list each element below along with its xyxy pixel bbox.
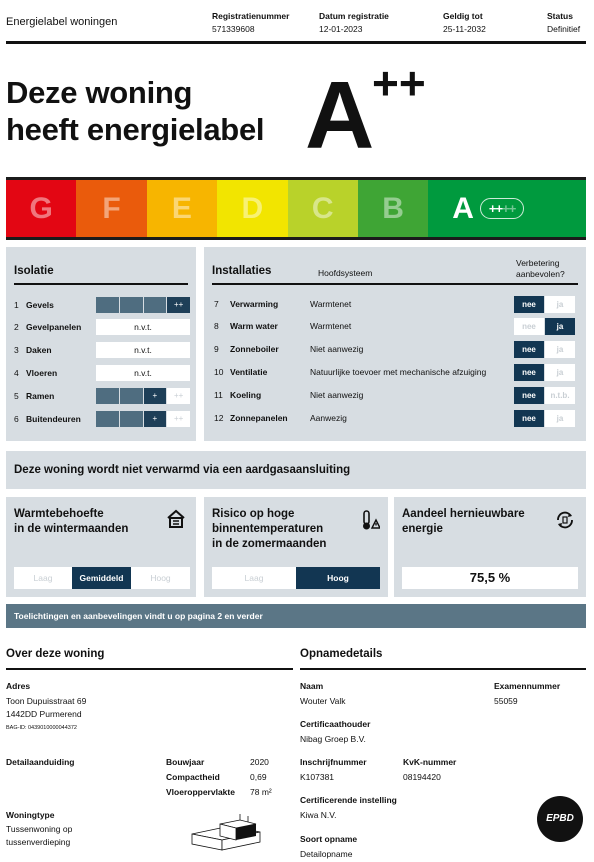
examennummer-value: 55059	[494, 696, 518, 706]
certificerende-instelling-label: Certificerende instelling	[300, 795, 397, 805]
document-title: Energielabel woningen	[6, 16, 118, 28]
isolatie-title: Isolatie	[14, 265, 54, 277]
thermometer-icon	[360, 509, 380, 536]
isolatie-row-gevelpanelen: 2 Gevelpanelen n.v.t.	[14, 319, 194, 335]
energy-class-b: B	[358, 180, 428, 237]
vloeroppervlakte-label: Vloeroppervlakte	[166, 787, 235, 797]
compactheid-label: Compactheid	[166, 772, 220, 782]
soort-opname-label: Soort opname	[300, 834, 358, 844]
energy-class-e: E	[147, 180, 217, 237]
header-datum-registratie: Datum registratie 12-01-2023	[319, 11, 389, 34]
hoofdsysteem-header: Hoofdsysteem	[318, 268, 373, 278]
hernieuwbaar-title: Aandeel hernieuwbare energie	[402, 508, 525, 535]
vloeroppervlakte-value: 78 m²	[250, 787, 272, 797]
improvement-ja: n.t.b.	[545, 387, 575, 404]
improvement-ja: ja	[545, 296, 575, 313]
header-registratienummer: Registratienummer 571339608	[212, 11, 290, 34]
energy-class-d: D	[217, 180, 287, 237]
isolatie-row-vloeren: 4 Vloeren n.v.t.	[14, 365, 194, 381]
compactheid-value: 0,69	[250, 772, 267, 782]
improvement-ja: ja	[545, 341, 575, 358]
energy-class-g: G	[6, 180, 76, 237]
bouwjaar-value: 2020	[250, 757, 269, 767]
option-laag: Laag	[212, 567, 296, 589]
document-header	[6, 4, 586, 44]
epbd-logo: EPBD	[537, 796, 583, 842]
isolatie-panel	[6, 247, 196, 441]
bouwjaar-label: Bouwjaar	[166, 757, 205, 767]
isolatie-row-buitendeuren: 6 Buitendeuren + ++	[14, 411, 194, 427]
option-laag: Laag	[14, 567, 72, 589]
opnamedetails-title: Opnamedetails	[300, 648, 586, 670]
header-geldig-tot: Geldig tot 25-11-2032	[443, 11, 486, 34]
kvk-value: 08194420	[403, 772, 441, 782]
improvement-nee: nee	[514, 318, 544, 335]
improvement-nee: nee	[514, 410, 544, 427]
inschrijfnummer-value: K107381	[300, 772, 335, 782]
insulation-scale: ++	[96, 297, 190, 313]
isolatie-row-gevels: 1 Gevels ++	[14, 297, 194, 313]
option-hoog: Hoog	[131, 567, 190, 589]
improvement-nee: nee	[514, 341, 544, 358]
improvement-nee: nee	[514, 364, 544, 381]
installatie-row: 7 Verwarming Warmtenet nee ja	[214, 295, 578, 313]
risico-card	[204, 497, 388, 597]
warmtebehoefte-card	[6, 497, 196, 597]
hernieuwbaar-card	[394, 497, 586, 597]
installatie-row: 10 Ventilatie Natuurlijke toevoer met mechanische afzuiging nee ja	[214, 363, 578, 381]
energy-label-plus: ++	[372, 57, 426, 109]
recycle-icon	[554, 509, 576, 536]
energy-class-plus-pill: ++++	[480, 198, 524, 219]
option-gemiddeld: Gemiddeld	[72, 567, 131, 589]
warmtebehoefte-title: Warmtebehoefte in de wintermaanden	[14, 508, 129, 535]
improvement-ja: ja	[545, 318, 575, 335]
gas-connection-notice: Deze woning wordt niet verwarmd via een aardgasaansluiting	[6, 451, 586, 489]
header-status: Status Definitief	[547, 11, 581, 34]
installaties-panel	[204, 247, 586, 441]
improvement-nee: nee	[514, 296, 544, 313]
nvt-value: n.v.t.	[96, 319, 190, 335]
warmtebehoefte-selector	[14, 567, 190, 589]
woningtype-label: Woningtype	[6, 810, 55, 820]
toelichting-bar: Toelichtingen en aanbevelingen vindt u op pagina 2 en verder	[6, 604, 586, 628]
verbetering-header: Verbetering aanbevolen?	[516, 258, 565, 279]
installatie-row: 9 Zonneboiler Niet aanwezig nee ja	[214, 340, 578, 358]
isolatie-row-daken: 3 Daken n.v.t.	[14, 342, 194, 358]
hernieuwbaar-value: 75,5 %	[402, 567, 578, 589]
installatie-row: 11 Koeling Niet aanwezig nee n.t.b.	[214, 386, 578, 404]
energy-class-f: F	[76, 180, 146, 237]
naam-value: Wouter Valk	[300, 696, 346, 706]
bag-id: BAG-ID: 0439010000044372	[6, 725, 77, 731]
examennummer-label: Examennummer	[494, 681, 561, 691]
installaties-title: Installaties	[212, 265, 272, 277]
headline: Deze woning heeft energielabel	[6, 75, 265, 147]
nvt-value: n.v.t.	[96, 365, 190, 381]
over-woning-title: Over deze woning	[6, 648, 293, 670]
house-icon	[166, 509, 186, 534]
certificaathouder-value: Nibag Groep B.V.	[300, 734, 366, 744]
installatie-row: 12 Zonnepanelen Aanwezig nee ja	[214, 409, 578, 427]
option-hoog: Hoog	[296, 567, 380, 589]
risico-selector	[212, 567, 380, 589]
isolatie-row-ramen: 5 Ramen + ++	[14, 388, 194, 404]
installatie-row: 8 Warm water Warmtenet nee ja	[214, 317, 578, 335]
energy-scale-bar	[6, 177, 586, 240]
soort-opname-value: Detailopname	[300, 849, 353, 859]
energy-class-c: C	[288, 180, 358, 237]
insulation-scale: + ++	[96, 388, 190, 404]
risico-title: Risico op hoge binnentemperaturen in de zomermaanden	[212, 508, 327, 550]
woningtype-value: Tussenwoning op tussenverdieping	[6, 824, 73, 847]
improvement-nee: nee	[514, 387, 544, 404]
kvk-label: KvK-nummer	[403, 757, 457, 767]
insulation-scale: + ++	[96, 411, 190, 427]
nvt-value: n.v.t.	[96, 342, 190, 358]
inschrijfnummer-label: Inschrijfnummer	[300, 757, 367, 767]
building-icon	[190, 812, 262, 857]
energy-label-letter: A	[305, 62, 375, 169]
improvement-ja: ja	[545, 410, 575, 427]
certificerende-instelling-value: Kiwa N.V.	[300, 810, 337, 820]
adres-label: Adres	[6, 681, 31, 691]
improvement-ja: ja	[545, 364, 575, 381]
adres-value: Toon Dupuisstraat 69 1442DD Purmerend	[6, 696, 87, 719]
detailaanduiding-label: Detailaanduiding	[6, 757, 75, 767]
energy-class-a-active: A ++++	[428, 180, 586, 237]
naam-label: Naam	[300, 681, 324, 691]
certificaathouder-label: Certificaathouder	[300, 719, 371, 729]
